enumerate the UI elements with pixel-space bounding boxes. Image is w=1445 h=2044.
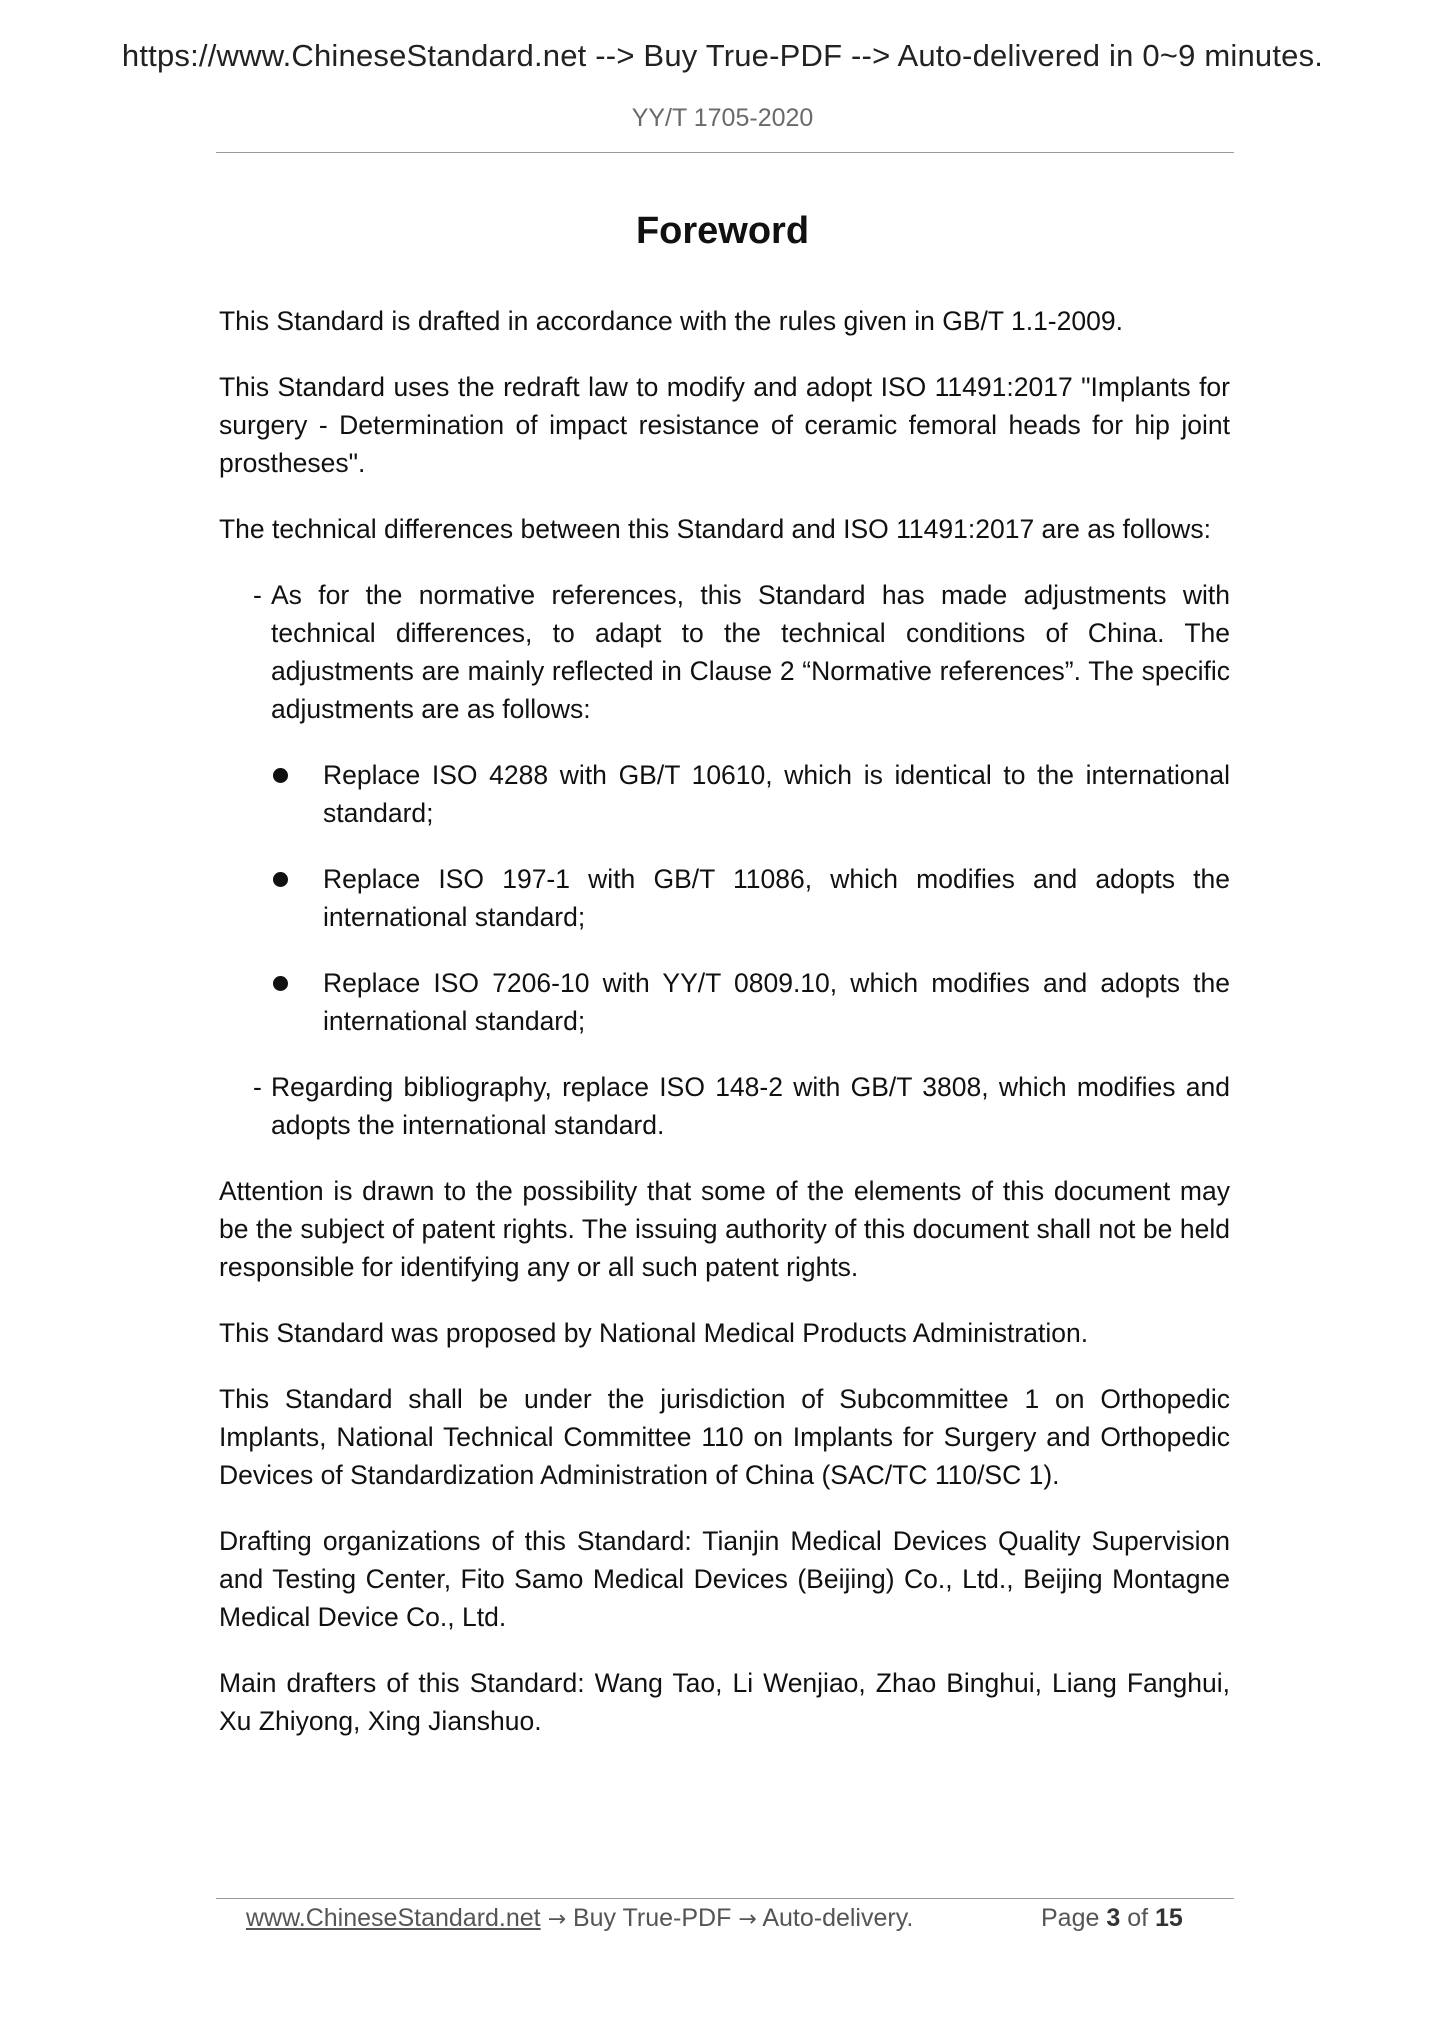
total-pages-number: 15 (1155, 1904, 1183, 1932)
difference-text: Regarding bibliography, replace ISO 148-2 with GB/T 3808, which modifies and adopts the international standard. (271, 1072, 1230, 1140)
paragraph-adoption: This Standard uses the redraft law to modify and adopt ISO 11491:2017 "Implants for surgery - Determination of impact resistance of ceramic femoral heads for hip joint prostheses". (219, 372, 1230, 478)
bullet-icon (273, 976, 288, 991)
footer-delivery-text: Auto-delivery. (762, 1904, 914, 1932)
list-item-text: Replace ISO 197-1 with GB/T 11086, which modifies and adopts the international standard; (323, 864, 1230, 932)
bullet-icon (273, 872, 288, 887)
dash-marker: - (253, 1072, 262, 1102)
top-banner: https://www.ChineseStandard.net --> Buy True-PDF --> Auto-delivered in 0~9 minutes. (121, 38, 1324, 73)
page-label: Page (1041, 1904, 1100, 1932)
arrow-right-icon: → (738, 1907, 757, 1932)
current-page-number: 3 (1106, 1904, 1121, 1932)
list-item (219, 964, 1230, 1040)
list-item (219, 756, 1230, 832)
difference-item-normative-references (219, 576, 1230, 728)
bullet-icon (273, 768, 288, 783)
page-title: Foreword (635, 210, 810, 252)
paragraph-drafting-organizations: Drafting organizations of this Standard: Tianjin Medical Devices Quality Supervision and Testing Center, Fito Samo Medical Devices (Beijing) Co., Ltd., Beijing Montagne Medical Device Co., Ltd. (219, 1526, 1230, 1632)
paragraph-main-drafters: Main drafters of this Standard: Wang Tao, Li Wenjiao, Zhao Binghui, Liang Fanghui, Xu Zhiyong, Xing Jianshuo. (219, 1668, 1230, 1736)
paragraph-drafting-rules: This Standard is drafted in accordance with the rules given in GB/T 1.1-2009. (219, 306, 1123, 336)
page-footer (246, 1904, 1226, 1933)
document-code: YY/T 1705-2020 (631, 104, 814, 132)
list-item-text: Replace ISO 4288 with GB/T 10610, which is identical to the international standard; (323, 760, 1230, 828)
page-indicator (1041, 1904, 1183, 1933)
footer-divider (216, 1898, 1234, 1899)
of-label: of (1127, 1904, 1149, 1932)
paragraph-patent-notice: Attention is drawn to the possibility that some of the elements of this document may be the subject of patent rights. The issuing authority of this document shall not be held responsible for identifying any or all such patent rights. (219, 1176, 1230, 1282)
list-item (219, 860, 1230, 936)
paragraph-differences-intro: The technical differences between this Standard and ISO 11491:2017 are as follows: (219, 514, 1211, 544)
paragraph-proposed-by: This Standard was proposed by National Medical Products Administration. (219, 1318, 1089, 1348)
footer-site-link[interactable]: www.ChineseStandard.net (246, 1904, 541, 1932)
difference-item-bibliography (219, 1068, 1230, 1144)
difference-text: As for the normative references, this Standard has made adjustments with technical differences, to adapt to the technical conditions of China. The adjustments are mainly reflected in Clause 2 “Normative references”. The specific adjustments are as follows: (271, 580, 1230, 724)
arrow-right-icon: → (547, 1907, 567, 1932)
header-divider (216, 152, 1234, 153)
footer-buy-text: Buy True-PDF (572, 1904, 732, 1932)
foreword-body (219, 302, 1230, 1768)
list-item-text: Replace ISO 7206-10 with YY/T 0809.10, which modifies and adopts the international standard; (323, 968, 1230, 1036)
paragraph-jurisdiction: This Standard shall be under the jurisdiction of Subcommittee 1 on Orthopedic Implants, National Technical Committee 110 on Implants for Surgery and Orthopedic Devices of Standardization Administration of China (SAC/TC 110/SC 1). (219, 1384, 1230, 1490)
dash-marker: - (253, 580, 262, 610)
